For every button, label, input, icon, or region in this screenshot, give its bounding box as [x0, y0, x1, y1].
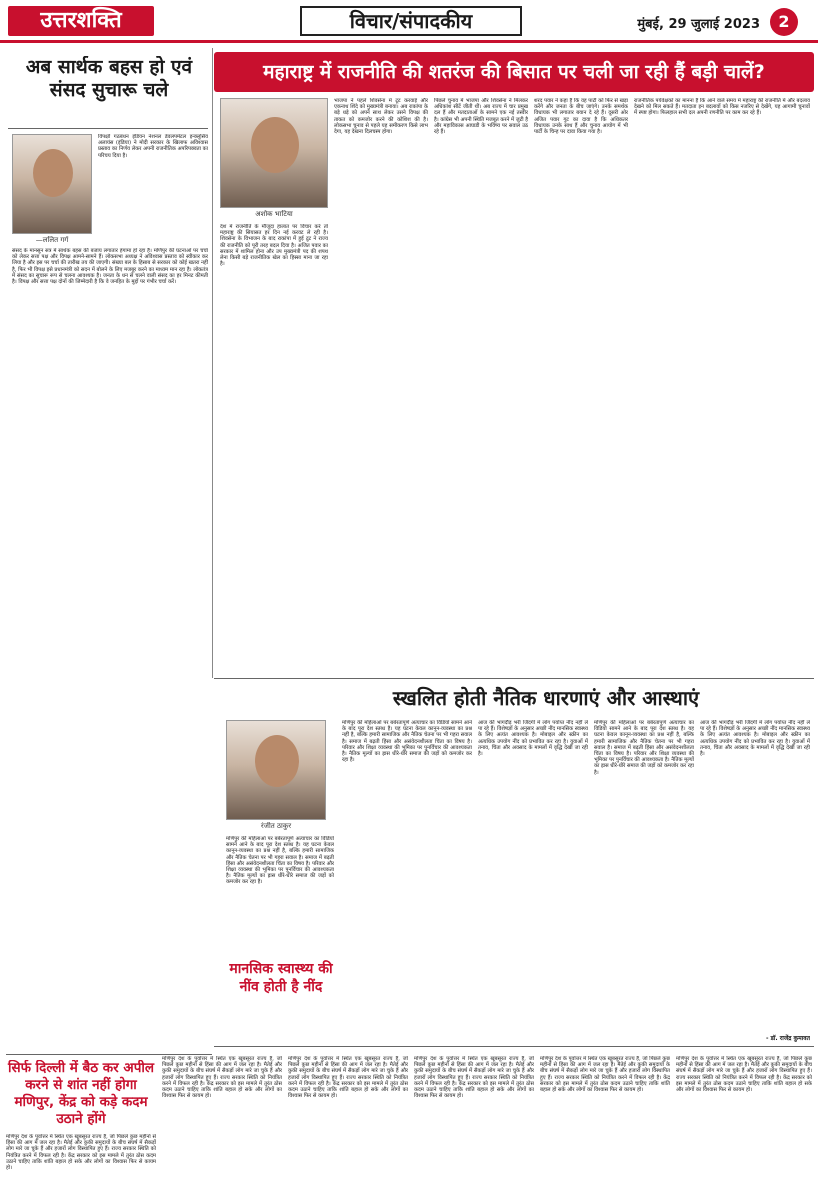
- lead-col-4: शरद पवार ने कहा है कि वह पार्टी को फिर से खड़ा करेंगे और जनता के बीच जाएंगे। उनके समर्थक विधायक भी लगातार बयान दे रहे हैं। दूसरी ओर अजित पवार गुट का दावा है कि अधिकतर विधायक उनके साथ हैं और चुनाव आयोग में भी पार्टी के चिन्ह पर दावा किया गया है।: [534, 98, 628, 136]
- bottom-col-4: मणिपुर देश के पूर्वोत्तर में स्थित एक खूबसूरत राज्य है, जो पिछले कुछ महीनों से हिंसा की आग में जल रहा है। मैतेई और कुकी समुदायों के बीच संघर्ष में सैकड़ों लोग मारे जा चुके हैं और हजारों लोग विस्थापित हुए हैं। राज्य सरकार स्थिति को नियंत्रित करने में विफल रही है। केंद्र सरकार को इस मामले में तुरंत ठोस कदम उठाने चाहिए ताकि शांति बहाल हो सके और लोगों का विश्वास फिर से कायम हो।: [540, 1056, 670, 1094]
- left-bottom-rule: [6, 1054, 212, 1055]
- middle-col-2: मणिपुर की महिलाओं पर बर्बरतापूर्ण अत्याचार का विडियो सामने आने के बाद पूरा देश स्तब्ध है। यह घटना केवल कानून-व्यवस्था का प्रश्न नहीं है, बल्कि हमारी सामाजिक और नैतिक चेतना पर भी गहरा सवाल है। समाज में बढ़ती हिंसा और असंवेदनशीलता चिंता का विषय है। परिवार और शिक्षा व्यवस्था की भूमिका पर पुनर्विचार की आवश्यकता है। नैतिक मूल्यों का ह्रास धीरे-धीरे समाज की जड़ों को कमजोर कर रहा है।: [342, 720, 472, 764]
- author-caption-middle: रंजीत ठाकुर: [260, 822, 292, 830]
- column-rule: [212, 48, 213, 678]
- author-caption-left: —ललित गर्ग: [35, 236, 69, 244]
- page-number: 2: [770, 8, 798, 36]
- left-headline: अब सार्थक बहस हो एवं संसद सुचारू चले: [25, 56, 193, 101]
- left-rule: [8, 128, 208, 129]
- middle-col-4: मणिपुर की महिलाओं पर बर्बरतापूर्ण अत्याचार का विडियो सामने आने के बाद पूरा देश स्तब्ध है। यह घटना केवल कानून-व्यवस्था का प्रश्न नहीं है, बल्कि हमारी सामाजिक और नैतिक चेतना पर भी गहरा सवाल है। समाज में बढ़ती हिंसा और असंवेदनशीलता चिंता का विषय है। परिवार और शिक्षा व्यवस्था की भूमिका पर पुनर्विचार की आवश्यकता है। नैतिक मूल्यों का ह्रास धीरे-धीरे समाज की जड़ों को कमजोर कर रहा है।: [594, 720, 694, 776]
- bottom-col-5: मणिपुर देश के पूर्वोत्तर में स्थित एक खूबसूरत राज्य है, जो पिछले कुछ महीनों से हिंसा की आग में जल रहा है। मैतेई और कुकी समुदायों के बीच संघर्ष में सैकड़ों लोग मारे जा चुके हैं और हजारों लोग विस्थापित हुए हैं। राज्य सरकार स्थिति को नियंत्रित करने में विफल रही है। केंद्र सरकार को इस मामले में तुरंत ठोस कदम उठाने चाहिए ताकि शांति बहाल हो सके और लोगों का विश्वास फिर से कायम हो।: [676, 1056, 812, 1094]
- dateline: मुंबई, 29 जुलाई 2023: [637, 17, 760, 32]
- lead-headline: महाराष्ट्र में राजनीति की शतरंज की बिसात पर चली जा रही हैं बड़ी चालें?: [214, 52, 814, 92]
- middle-col-3: आज की भागदौड़ भरी जिंदगी में लोग पर्याप्त नींद नहीं ले पा रहे हैं। विशेषज्ञों के अनुसार अच्छी नींद मानसिक स्वास्थ्य के लिए अत्यंत आवश्यक है। मोबाइल और स्क्रीन का अत्यधिक उपयोग नींद को प्रभावित कर रहा है। युवाओं में तनाव, चिंता और अवसाद के मामलों में वृद्धि देखी जा रही है।: [478, 720, 588, 758]
- lead-bottom-rule: [214, 678, 814, 679]
- sub-headline-health: मानसिक स्वास्थ्य की नींव होती है नींद: [229, 961, 333, 995]
- bottom-col-0: मणिपुर देश के पूर्वोत्तर में स्थित एक खूबसूरत राज्य है, जो पिछले कुछ महीनों से हिंसा की आग में जल रहा है। मैतेई और कुकी समुदायों के बीच संघर्ष में सैकड़ों लोग मारे जा चुके हैं और हजारों लोग विस्थापित हुए हैं। राज्य सरकार स्थिति को नियंत्रित करने में विफल रही है। केंद्र सरकार को इस मामले में तुरंत ठोस कदम उठाने चाहिए ताकि शांति बहाल हो सके और लोगों का विश्वास फिर से कायम हो।: [6, 1134, 156, 1172]
- author-photo-left: [12, 134, 92, 234]
- lead-col-5: राजनीतिक पर्यवेक्षकों का मानना है कि आने वाले समय में महाराष्ट्र की राजनीति में और बदलाव देखने को मिल सकते हैं। मतदाता इन बदलावों को किस नजरिए से देखेंगे, यह आगामी चुनावों में स्पष्ट होगा। फिलहाल सभी दल अपनी रणनीति पर काम कर रहे हैं।: [634, 98, 810, 117]
- middle-headline: स्खलित होती नैतिक धारणाएं और आस्थाएं: [392, 686, 700, 710]
- bottom-col-3: मणिपुर देश के पूर्वोत्तर में स्थित एक खूबसूरत राज्य है, जो पिछले कुछ महीनों से हिंसा की आग में जल रहा है। मैतेई और कुकी समुदायों के बीच संघर्ष में सैकड़ों लोग मारे जा चुके हैं और हजारों लोग विस्थापित हुए हैं। राज्य सरकार स्थिति को नियंत्रित करने में विफल रही है। केंद्र सरकार को इस मामले में तुरंत ठोस कदम उठाने चाहिए ताकि शांति बहाल हो सके और लोगों का विश्वास फिर से कायम हो।: [414, 1056, 534, 1100]
- author-photo-middle: [226, 720, 326, 820]
- middle-col-1: मणिपुर की महिलाओं पर बर्बरतापूर्ण अत्याचार का विडियो सामने आने के बाद पूरा देश स्तब्ध है। यह घटना केवल कानून-व्यवस्था का प्रश्न नहीं है, बल्कि हमारी सामाजिक और नैतिक चेतना पर भी गहरा सवाल है। समाज में बढ़ती हिंसा और असंवेदनशीलता चिंता का विषय है। परिवार और शिक्षा व्यवस्था की भूमिका पर पुनर्विचार की आवश्यकता है। नैतिक मूल्यों का ह्रास धीरे-धीरे समाज की जड़ों को कमजोर कर रहा है।: [226, 836, 334, 886]
- newspaper-logo: उत्तरशक्ति: [8, 6, 154, 36]
- left-intro: विपक्षी गठबंधन इंडियन नेशनल डेवलपमेंटल इन्क्लूसिव अलायंस (इंडिया) ने मोदी सरकार के खिलाफ अविश्वास प्रस्ताव का निर्णय लेकर अपनी राजनीतिक अपरिपक्वता का परिचय दिया है।: [98, 134, 208, 159]
- bottom-headline: सिर्फ दिल्ली में बैठ कर अपील करने से शांत नहीं होगा मणिपुर, केंद्र को कड़े कदम उठाने होंगे: [7, 1060, 155, 1127]
- section-title: विचार/संपादकीय: [300, 6, 522, 36]
- lead-col-2: भाजपा ने पहले शिवसेना में टूट करवाई और एकनाथ शिंदे को मुख्यमंत्री बनाया। अब राकांपा के बड़े धड़े को अपने साथ लेकर उसने विपक्ष की ताकत को कमजोर करने की कोशिश की है। लोकसभा चुनाव से पहले यह समीकरण किसे लाभ देगा, यह देखना दिलचस्प होगा।: [334, 98, 428, 136]
- bottom-col-1: मणिपुर देश के पूर्वोत्तर में स्थित एक खूबसूरत राज्य है, जो पिछले कुछ महीनों से हिंसा की आग में जल रहा है। मैतेई और कुकी समुदायों के बीच संघर्ष में सैकड़ों लोग मारे जा चुके हैं और हजारों लोग विस्थापित हुए हैं। राज्य सरकार स्थिति को नियंत्रित करने में विफल रही है। केंद्र सरकार को इस मामले में तुरंत ठोस कदम उठाने चाहिए ताकि शांति बहाल हो सके और लोगों का विश्वास फिर से कायम हो।: [162, 1056, 282, 1100]
- middle-signoff: - डॉ. राजेंद्र कुमावत: [766, 1035, 810, 1042]
- masthead-rule: [0, 40, 818, 43]
- bottom-col-2: मणिपुर देश के पूर्वोत्तर में स्थित एक खूबसूरत राज्य है, जो पिछले कुछ महीनों से हिंसा की आग में जल रहा है। मैतेई और कुकी समुदायों के बीच संघर्ष में सैकड़ों लोग मारे जा चुके हैं और हजारों लोग विस्थापित हुए हैं। राज्य सरकार स्थिति को नियंत्रित करने में विफल रही है। केंद्र सरकार को इस मामले में तुरंत ठोस कदम उठाने चाहिए ताकि शांति बहाल हो सके और लोगों का विश्वास फिर से कायम हो।: [288, 1056, 408, 1100]
- lead-col-1: देश में राजनीति के मौजूदा हालात पर विचार करें तो महाराष्ट्र की सियासत हर दिन नई करवट ले रही है। शिवसेना के विभाजन के बाद राकांपा में हुई टूट ने राज्य की राजनीति को पूरी तरह बदल दिया है। अजित पवार का सरकार में शामिल होना और उप मुख्यमंत्री पद की शपथ लेना किसी बड़े राजनीतिक खेल का हिस्सा माना जा रहा है।: [220, 224, 328, 268]
- lead-col-3: पिछले चुनाव में भाजपा और शिवसेना ने मिलकर अधिकांश सीटें जीती थीं। अब राज्य में चार प्रमुख दल हैं और मतदाताओं के सामने एक नई तस्वीर है। कांग्रेस भी अपनी स्थिति मजबूत करने में जुटी है और महाविकास आघाडी के भविष्य पर सवाल उठ रहे हैं।: [434, 98, 528, 136]
- middle-bottom-rule: [214, 1046, 814, 1047]
- author-caption-lead: अशोक भाटिया: [255, 210, 293, 218]
- left-body: संसद के मानसून सत्र में सार्थक बहस की बजाय लगातार हंगामा हो रहा है। मणिपुर की घटनाओं पर चर्चा को लेकर सत्ता पक्ष और विपक्ष आमने-सामने हैं। लोकसभा अध्यक्ष ने अविश्वास प्रस्ताव को स्वीकार कर लिया है और इस पर चर्चा की तारीख तय की जाएगी। संख्या बल के हिसाब से सरकार को कोई खतरा नहीं है, फिर भी विपक्ष इसे प्रधानमंत्री को सदन में बोलने के लिए मजबूर करने का माध्यम मान रहा है। लोकतंत्र में संसद का सुचारू रूप से चलना आवश्यक है। जनता के धन से चलने वाली संसद का हर मिनट कीमती है। विपक्ष और सत्ता पक्ष दोनों की जिम्मेदारी है कि वे जनहित के मुद्दों पर गंभीर चर्चा करें।: [12, 248, 208, 286]
- middle-col-5: आज की भागदौड़ भरी जिंदगी में लोग पर्याप्त नींद नहीं ले पा रहे हैं। विशेषज्ञों के अनुसार अच्छी नींद मानसिक स्वास्थ्य के लिए अत्यंत आवश्यक है। मोबाइल और स्क्रीन का अत्यधिक उपयोग नींद को प्रभावित कर रहा है। युवाओं में तनाव, चिंता और अवसाद के मामलों में वृद्धि देखी जा रही है।: [700, 720, 810, 758]
- author-photo-lead: [220, 98, 328, 208]
